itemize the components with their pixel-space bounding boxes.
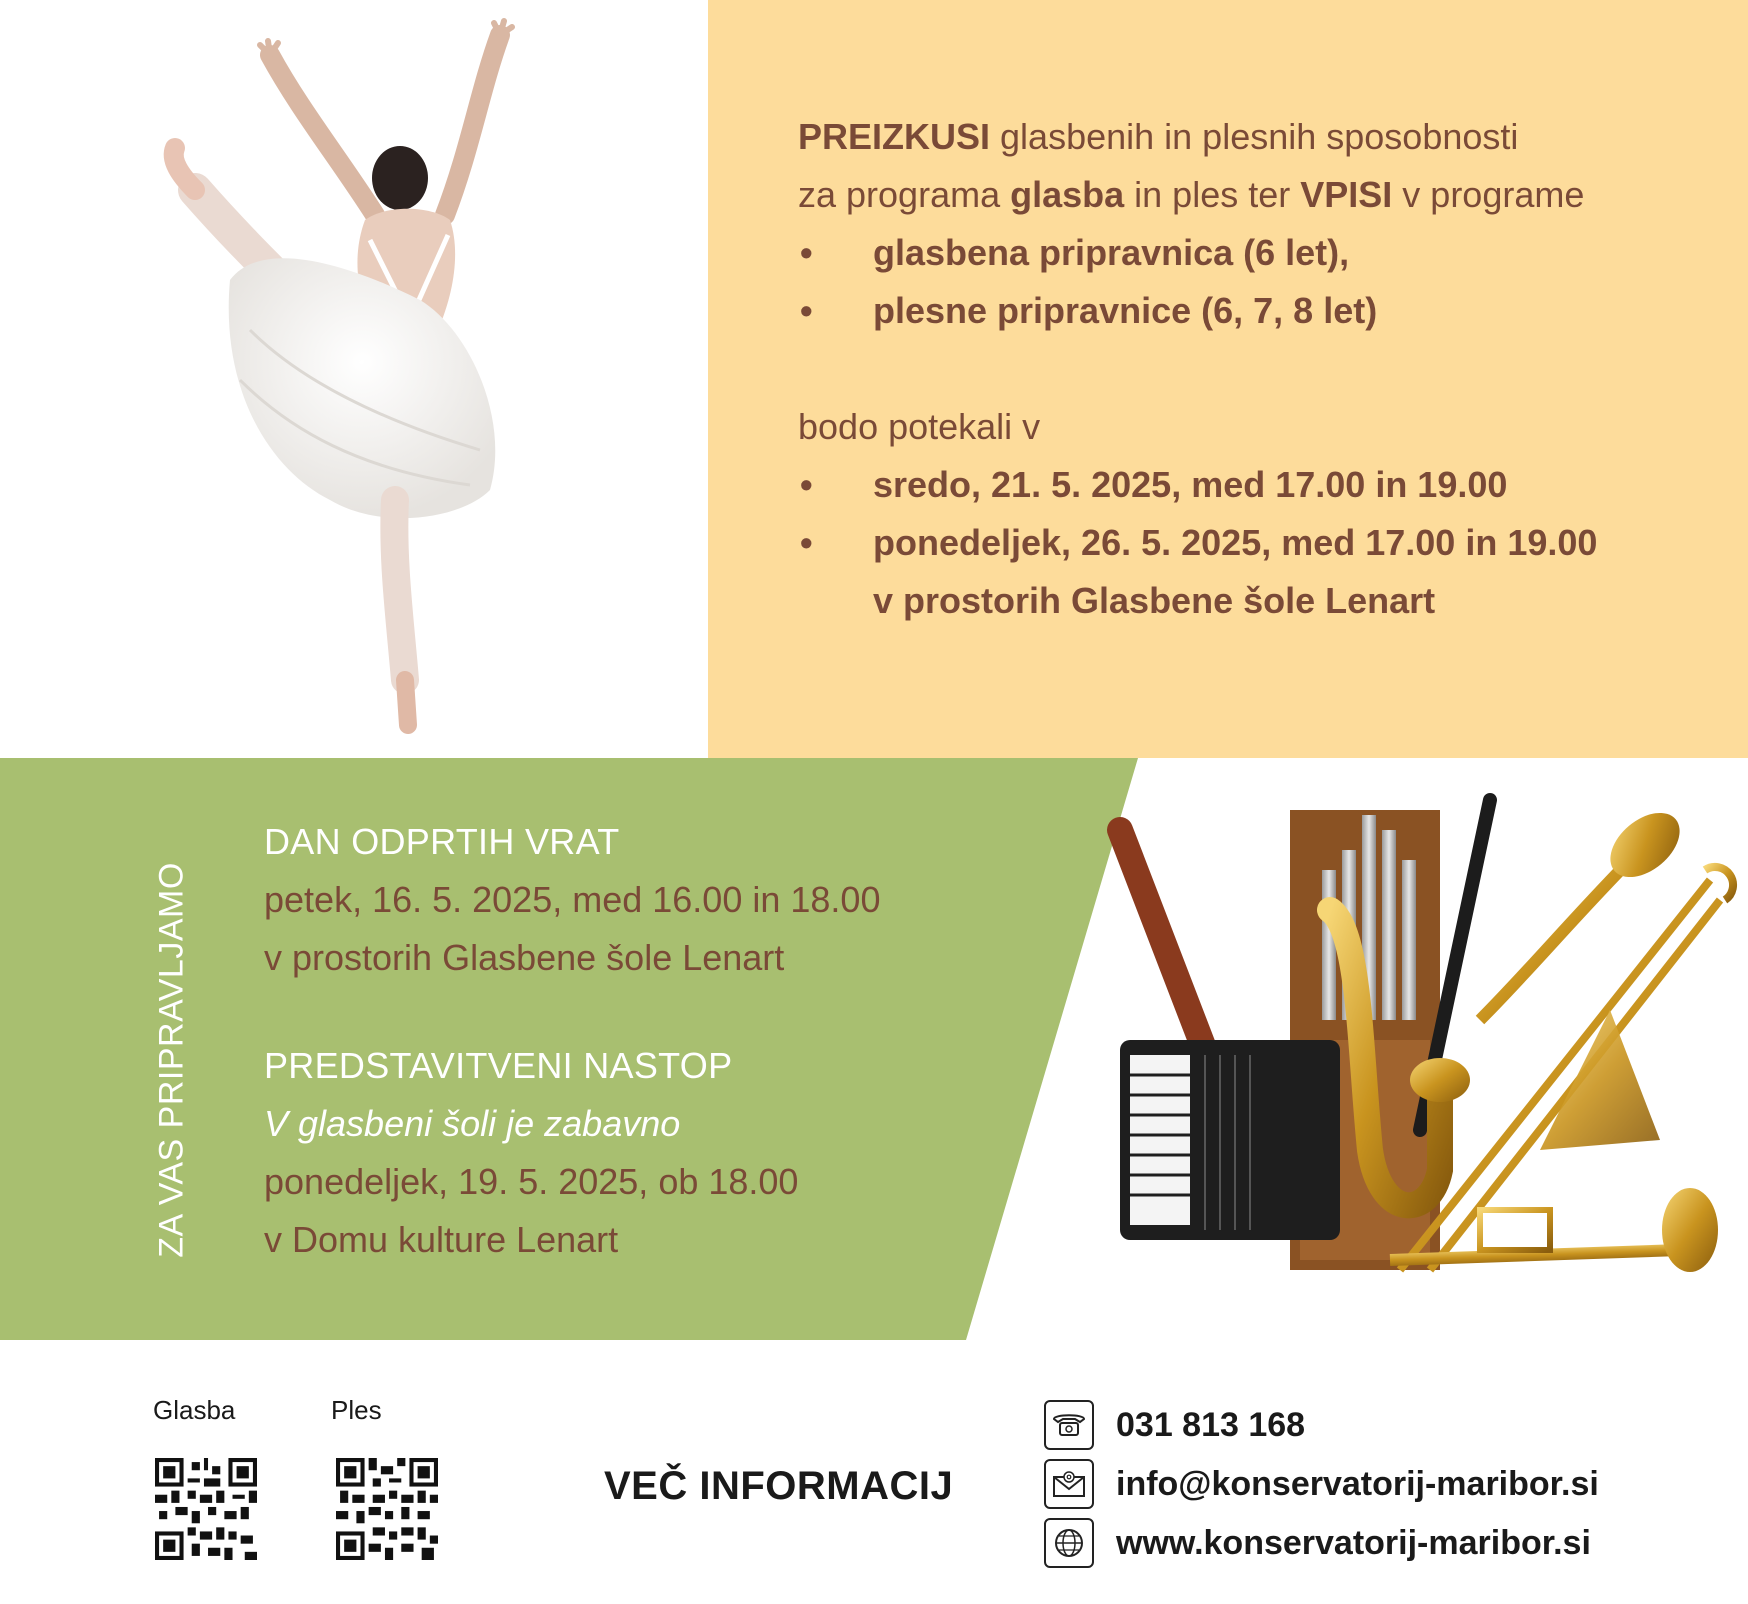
open-day-event xyxy=(264,813,880,987)
phone-icon xyxy=(1044,1400,1094,1450)
admission-info-text xyxy=(798,108,1718,630)
dancer-image xyxy=(0,0,708,758)
more-info-heading: VEČ INFORMACIJ xyxy=(604,1464,954,1508)
ballerina-illustration xyxy=(0,0,708,758)
info-line-2-a: za programa xyxy=(798,174,1011,215)
website-url: www.konservatorij-maribor.si xyxy=(1116,1523,1591,1562)
preizkusi-keyword: PREIZKUSI xyxy=(798,116,991,157)
globe-icon xyxy=(1044,1518,1094,1568)
bullet-icon: • xyxy=(800,290,813,331)
performance-date: ponedeljek, 19. 5. 2025, ob 18.00 xyxy=(264,1161,799,1202)
info-line-1 xyxy=(798,108,1718,166)
date-item xyxy=(798,514,1718,572)
date-item xyxy=(798,456,1718,514)
vertical-section-label: ZA VAS PRIPRAVLJAMO xyxy=(152,862,191,1258)
qr-music-label: Glasba xyxy=(153,1395,236,1425)
program-item xyxy=(798,224,1718,282)
info-line-1-rest: glasbenih in plesnih sposobnosti xyxy=(990,116,1519,157)
open-day-place: v prostorih Glasbene šole Lenart xyxy=(264,937,785,978)
date-label: sredo, 21. 5. 2025, med 17.00 in 19.00 xyxy=(873,464,1508,505)
location-label: v prostorih Glasbene šole Lenart xyxy=(873,580,1436,621)
glasba-keyword: glasba xyxy=(1010,174,1125,215)
qr-code-music-icon[interactable] xyxy=(155,1458,257,1560)
vpisi-keyword: VPISI xyxy=(1300,174,1393,215)
date-label: ponedeljek, 26. 5. 2025, med 17.00 in 19.00 xyxy=(873,522,1598,563)
program-item xyxy=(798,282,1718,340)
qr-dance-label: Ples xyxy=(331,1395,382,1425)
admission-info-panel xyxy=(708,0,1748,758)
bullet-icon: • xyxy=(800,522,813,563)
performance-event xyxy=(264,1037,798,1269)
program-label: glasbena pripravnica (6 let), xyxy=(873,232,1350,273)
performance-place: v Domu kulture Lenart xyxy=(264,1219,619,1260)
email-address: info@konservatorij-maribor.si xyxy=(1116,1464,1599,1503)
info-line-2-c: in ples ter xyxy=(1124,174,1301,215)
when-intro: bodo potekali v xyxy=(798,406,1041,447)
phone-contact[interactable] xyxy=(1044,1400,1305,1450)
phone-number: 031 813 168 xyxy=(1116,1405,1306,1444)
bullet-icon: • xyxy=(800,232,813,273)
open-day-title: DAN ODPRTIH VRAT xyxy=(264,821,620,862)
qr-code-dance-icon[interactable] xyxy=(336,1458,438,1560)
email-contact[interactable] xyxy=(1044,1459,1599,1509)
performance-title: PREDSTAVITVENI NASTOP xyxy=(264,1045,733,1086)
website-contact[interactable] xyxy=(1044,1518,1591,1568)
info-line-2 xyxy=(798,166,1718,224)
open-day-date: petek, 16. 5. 2025, med 16.00 in 18.00 xyxy=(264,879,881,920)
bullet-icon: • xyxy=(800,464,813,505)
instruments-image xyxy=(1100,790,1740,1310)
program-label: plesne pripravnice (6, 7, 8 let) xyxy=(873,290,1378,331)
performance-subtitle: V glasbeni šoli je zabavno xyxy=(264,1103,681,1144)
info-line-2-e: v programe xyxy=(1392,174,1585,215)
email-icon xyxy=(1044,1459,1094,1509)
